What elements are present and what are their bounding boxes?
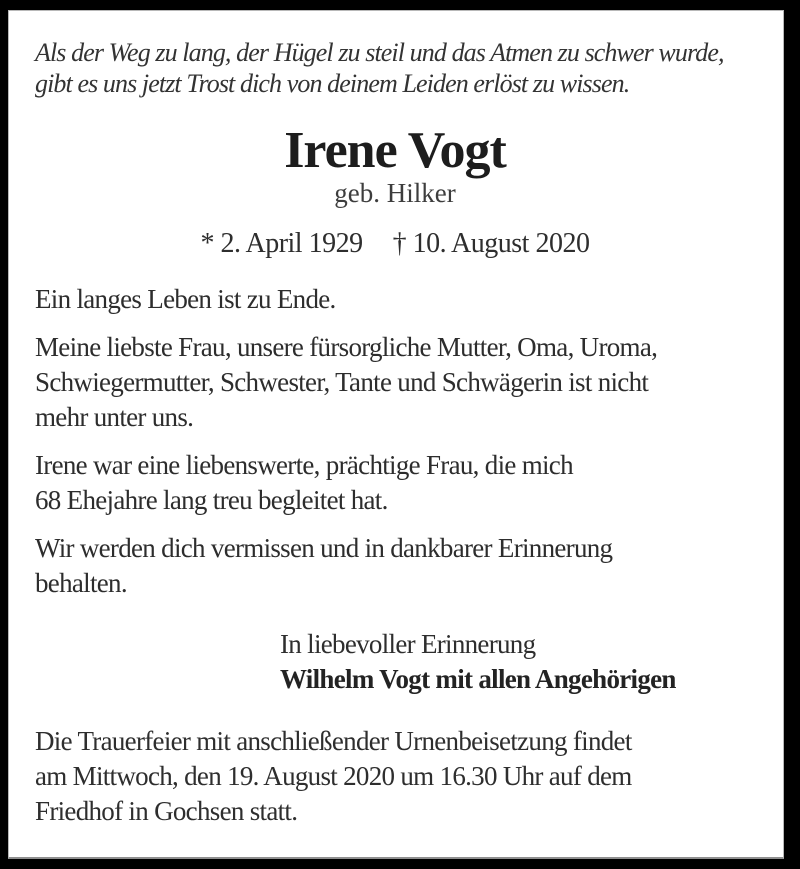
death-date: † 10. August 2020 bbox=[392, 228, 590, 259]
paragraph bbox=[35, 282, 755, 317]
funeral-line: Die Trauerfeier mit anschließender Urnenbeisetzung findet bbox=[35, 726, 632, 756]
paragraph-line: mehr unter uns. bbox=[35, 402, 194, 432]
closing-intro: In liebevoller Erinnerung bbox=[280, 629, 536, 659]
epigraph bbox=[35, 37, 755, 99]
birth-date: * 2. April 1929 bbox=[200, 228, 363, 259]
paragraph-line: Irene war eine liebenswerte, prächtige Frau, die mich bbox=[35, 450, 573, 480]
maiden-name: geb. Hilker bbox=[334, 178, 456, 208]
obituary-body bbox=[35, 282, 755, 601]
paragraph bbox=[35, 531, 755, 601]
paragraph-line: Ein langes Leben ist zu Ende. bbox=[35, 284, 336, 314]
obituary-content bbox=[9, 11, 783, 829]
paragraph-line: 68 Ehejahre lang treu begleitet hat. bbox=[35, 485, 388, 515]
obituary-page bbox=[8, 10, 784, 859]
paragraph-line: behalten. bbox=[35, 568, 127, 598]
epigraph-line: Als der Weg zu lang, der Hügel zu steil und das Atmen zu schwer wurde, bbox=[35, 38, 724, 67]
paragraph bbox=[35, 330, 755, 435]
paragraph bbox=[35, 448, 755, 518]
life-dates bbox=[35, 228, 755, 260]
funeral-details bbox=[35, 724, 755, 829]
paragraph-line: Wir werden dich vermissen und in dankbarer Erinnerung bbox=[35, 533, 613, 563]
paragraph-line: Meine liebste Frau, unsere fürsorgliche Mutter, Oma, Uroma, bbox=[35, 332, 658, 362]
paragraph-line: Schwiegermutter, Schwester, Tante und Schwägerin ist nicht bbox=[35, 367, 649, 397]
deceased-name: Irene Vogt bbox=[284, 122, 506, 179]
funeral-line: am Mittwoch, den 19. August 2020 um 16.30 Uhr auf dem bbox=[35, 761, 632, 791]
closing-block bbox=[280, 627, 755, 697]
epigraph-line: gibt es uns jetzt Trost dich von deinem Leiden erlöst zu wissen. bbox=[35, 69, 630, 98]
mourner-signature: Wilhelm Vogt mit allen Angehörigen bbox=[280, 664, 676, 694]
funeral-line: Friedhof in Gochsen statt. bbox=[35, 796, 298, 826]
